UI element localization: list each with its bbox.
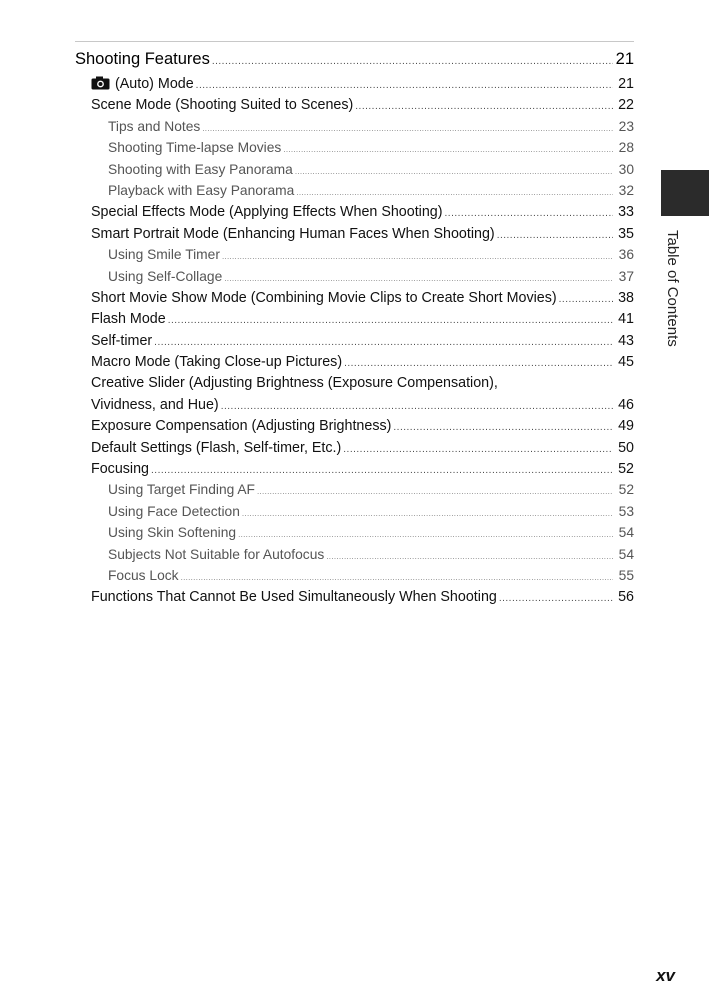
dot-leader — [221, 401, 613, 412]
toc-entry-title — [91, 97, 353, 113]
toc-entry-label: Playback with Easy Panorama — [108, 182, 295, 198]
toc-entry-page: 38 — [618, 289, 634, 306]
toc-entry-label: Using Self-Collage — [108, 268, 223, 284]
toc-entry-label: Tips and Notes — [108, 118, 201, 134]
dot-leader — [295, 167, 613, 176]
toc-entry-page: 30 — [618, 161, 634, 177]
toc-entry[interactable] — [75, 183, 634, 204]
toc-entry[interactable] — [75, 375, 634, 396]
toc-entry-page: 35 — [618, 225, 634, 242]
toc-entry-label: Default Settings (Flash, Self-timer, Etc.) — [91, 439, 342, 456]
toc-entry-title — [91, 311, 166, 327]
toc-entry-title — [91, 226, 495, 242]
toc-entry-title — [108, 568, 179, 583]
toc-entry[interactable] — [75, 269, 634, 290]
section-tab-label: Table of Contents — [664, 230, 681, 347]
toc-entry-page: 46 — [618, 396, 634, 413]
toc-entry[interactable] — [75, 568, 634, 589]
dot-leader — [154, 337, 613, 348]
dot-leader — [343, 444, 613, 455]
toc-entry[interactable] — [75, 482, 634, 503]
dot-leader — [445, 208, 613, 219]
toc-entry-label: Using Smile Timer — [108, 247, 220, 263]
toc-entry-page: 45 — [618, 354, 634, 371]
toc-entry-page: 22 — [618, 97, 634, 114]
toc-entry-label: Flash Mode — [91, 311, 166, 328]
toc-entry-label: Shooting Features — [75, 50, 210, 68]
toc-entry-label: Vividness, and Hue) — [91, 396, 219, 413]
toc-entry[interactable] — [75, 204, 634, 225]
section-tab-marker — [661, 170, 709, 216]
page-number: xv — [656, 966, 675, 985]
toc-entry[interactable] — [75, 140, 634, 161]
toc-entry-page: 41 — [618, 311, 634, 328]
toc-entry-title — [91, 461, 149, 477]
toc-entry-label: Shooting Time-lapse Movies — [108, 140, 282, 156]
toc-entry-page: 21 — [615, 50, 634, 68]
toc-entry[interactable] — [75, 76, 634, 97]
toc-entry-page: 53 — [618, 503, 634, 519]
toc-entry-label: Self-timer — [91, 332, 153, 349]
toc-entry-label: (Auto) Mode — [115, 76, 194, 92]
toc-entry-title — [91, 76, 194, 92]
toc-entry-title — [108, 504, 240, 519]
toc-entry[interactable] — [75, 589, 634, 610]
dot-leader — [222, 252, 613, 261]
toc-entry[interactable] — [75, 50, 634, 76]
toc-entry-page: 36 — [618, 247, 634, 263]
dot-leader — [168, 315, 613, 326]
toc-entry-title — [108, 525, 236, 540]
toc-entry-title — [91, 397, 219, 413]
dot-leader — [497, 230, 613, 241]
toc-entry-label: Functions That Cannot Be Used Simultaneously When Shooting — [91, 589, 497, 606]
toc-entry-title — [91, 375, 498, 391]
dot-leader — [181, 573, 613, 582]
toc-entry-title — [91, 290, 557, 306]
toc-entry[interactable] — [75, 504, 634, 525]
toc-entry-page: 43 — [618, 332, 634, 349]
toc-entry-label: Special Effects Mode (Applying Effects When Shooting) — [91, 204, 443, 221]
toc-entry-page: 56 — [618, 589, 634, 606]
toc-entry[interactable] — [75, 97, 634, 118]
toc-entry-label: Shooting with Easy Panorama — [108, 161, 293, 177]
toc-entry-title — [108, 119, 200, 134]
toc-entry-page: 49 — [618, 418, 634, 435]
toc-entry-page: 37 — [618, 268, 634, 284]
toc-entry-title — [108, 247, 220, 262]
dot-leader — [212, 56, 613, 67]
toc-entry-title — [91, 418, 391, 434]
toc-entry-page: 52 — [618, 461, 634, 478]
toc-entry-title — [91, 440, 341, 456]
camera-icon — [91, 76, 110, 90]
dot-leader — [257, 487, 613, 496]
dot-leader — [393, 422, 613, 433]
toc-entry-title — [75, 50, 210, 69]
dot-leader — [151, 465, 613, 476]
dot-leader — [224, 274, 613, 283]
toc-entry[interactable] — [75, 290, 634, 311]
toc-entry-title — [108, 183, 294, 198]
toc-entry-label: Using Skin Softening — [108, 525, 237, 541]
toc-entry-title — [108, 162, 293, 177]
toc-entry-label: Macro Mode (Taking Close-up Pictures) — [91, 354, 343, 371]
toc-entry[interactable] — [75, 162, 634, 183]
toc-entry[interactable] — [75, 418, 634, 439]
toc-entry-title — [91, 354, 342, 370]
dot-leader — [559, 294, 613, 305]
toc-entry-title — [91, 589, 497, 605]
toc-entry[interactable] — [75, 547, 634, 568]
toc-entry-label: Using Face Detection — [108, 503, 240, 519]
toc-entry[interactable] — [75, 354, 634, 375]
toc-entry-label: Exposure Compensation (Adjusting Brightness) — [91, 418, 392, 435]
toc-entry[interactable] — [75, 226, 634, 247]
toc-entry-title — [108, 269, 222, 284]
toc-entry-title — [91, 333, 152, 349]
dot-leader — [326, 552, 613, 561]
dot-leader — [499, 593, 613, 604]
dot-leader — [355, 101, 613, 112]
table-of-contents — [75, 50, 634, 611]
dot-leader — [283, 145, 613, 154]
toc-entry-page: 54 — [618, 546, 634, 562]
dot-leader — [242, 509, 613, 518]
toc-entry-page: 32 — [618, 182, 634, 198]
toc-entry-page: 21 — [618, 76, 634, 92]
toc-entry-label: Scene Mode (Shooting Suited to Scenes) — [91, 97, 354, 114]
toc-entry[interactable] — [75, 525, 634, 546]
toc-entry-label: Subjects Not Suitable for Autofocus — [108, 546, 325, 562]
toc-entry-page: 54 — [618, 525, 634, 541]
toc-entry-page: 50 — [618, 439, 634, 456]
toc-entry-label: Using Target Finding AF — [108, 482, 255, 498]
toc-entry-label: Focusing — [91, 461, 150, 478]
toc-entry-title — [91, 204, 443, 220]
toc-entry[interactable] — [75, 247, 634, 268]
toc-entry-label: Focus Lock — [108, 567, 179, 583]
toc-entry[interactable] — [75, 333, 634, 354]
toc-entry-page: 28 — [618, 140, 634, 156]
toc-entry-page: 33 — [618, 204, 634, 221]
toc-entry-title — [108, 547, 324, 562]
dot-leader — [202, 124, 613, 133]
toc-entry[interactable] — [75, 311, 634, 332]
top-divider — [75, 41, 634, 42]
dot-leader — [196, 80, 613, 91]
toc-entry-page: 52 — [618, 482, 634, 498]
toc-entry-label: Creative Slider (Adjusting Brightness (Exposure Compensation), — [91, 375, 498, 392]
dot-leader — [296, 188, 613, 197]
toc-entry-title — [108, 140, 281, 155]
toc-entry-title — [108, 482, 255, 497]
toc-entry[interactable] — [75, 119, 634, 140]
dot-leader — [344, 358, 613, 369]
toc-entry-page: 55 — [618, 567, 634, 583]
toc-entry-page: 23 — [618, 118, 634, 134]
toc-entry-label: Smart Portrait Mode (Enhancing Human Faces When Shooting) — [91, 225, 495, 242]
toc-entry[interactable] — [75, 397, 634, 418]
dot-leader — [238, 530, 613, 539]
toc-entry[interactable] — [75, 440, 634, 461]
toc-entry[interactable] — [75, 461, 634, 482]
toc-entry-label: Short Movie Show Mode (Combining Movie Clips to Create Short Movies) — [91, 289, 557, 306]
